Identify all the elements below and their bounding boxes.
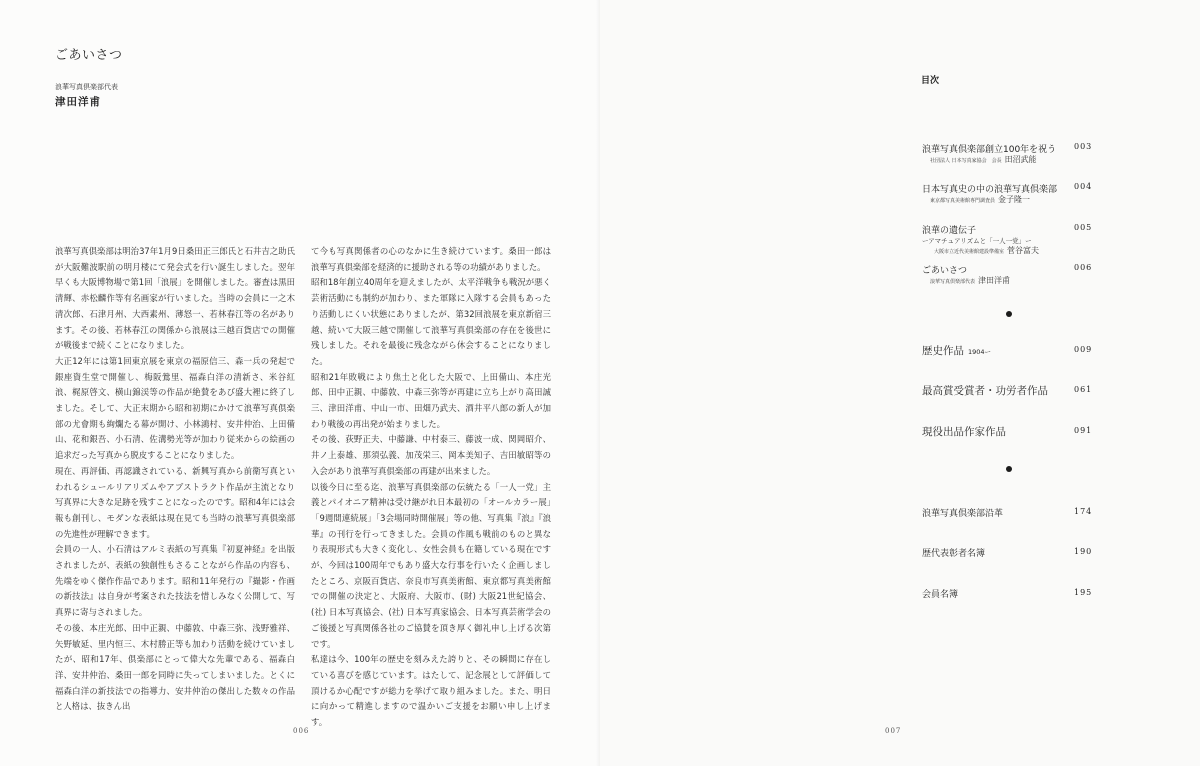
toc-page-number: 195 [1074,588,1093,597]
page-number-right: 007 [885,727,902,735]
toc-page-number: 174 [1074,507,1093,516]
toc-entry-title: 浪華の遺伝子 [922,226,977,236]
paragraph: 私達は今、100年の歴史を刻みえた誇りと、その瞬間に存在している喜びを感じています。はたして、記念展として評価して頂けるか心配ですが総力を挙げて取り組みました。また、明日に向かって精進しますので温かいご支援をお願い申し上げます。 [311,654,551,728]
toc-section-title: 歴史作品 [922,345,964,357]
toc-appendix-entry[interactable]: 浪華写真倶楽部沿革 [922,509,1004,519]
toc-entry[interactable] [922,263,1068,287]
toc-entry-subtitle: ーアマチュアリズムと「一人一党」ー [922,237,1032,245]
paragraph: 浪華写真倶楽部は明治37年1月9日桑田正三郎氏と石井吉之助氏が大阪難波駅前の明月楼にて発会式を行い誕生しました。翌年早くも大阪博物場で第1回「浪展」を開催しました。審査は黒田清輝、赤松麟作等有名画家が行いました。当時の会員に一之木清次郎、石津月州、大西素州、薄怒一、若林春江等の名があります。その後、若林春江の関係から浪展は三越百貨店での開催が戦後まで続くことになりました。 [55,246,295,351]
paragraph: 現在、再評価、再認識されている、新興写真から前衛写真といわれるシュールリアリズムやアブストラクト作品が主流となり写真界に大きな足跡を残すことになったのです。昭和4年には会報も創刊し、モダンな表紙は現在見ても当時の浪華写真倶楽部の先進性が理解できます。 [55,465,295,539]
toc-section-suffix: 1904ー [968,348,992,356]
toc-entry[interactable] [922,142,1068,166]
toc-page-number: 091 [1074,426,1093,435]
toc-entry[interactable] [922,223,1068,257]
toc-page-number: 190 [1074,547,1093,556]
toc-appendix-entry[interactable]: 会員名簿 [922,590,959,600]
toc-title: 目次 [921,76,940,86]
paragraph: その後、荻野正夫、中藤謙、中村泰三、藤波一成、関岡昭介、井ノ上泰雄、那須弘義、加茂栄三、岡本美知子、吉田敏昭等の入会があり浪華写真倶楽部の再建が出来ました。 [311,434,551,476]
toc-page-number: 003 [1074,142,1093,151]
toc-entry-title: ごあいさつ [922,266,968,276]
toc-entry-title: 浪華写真倶楽部創立100年を祝う [922,145,1057,155]
toc-entry-author: 大阪市立近代美術館建設準備室 菅谷富夫 [934,246,1040,255]
toc-section[interactable] [922,343,1072,358]
paragraph: 昭和18年創立40周年を迎えましたが、太平洋戦争も戦況が悪く芸術活動にも制約が加わり、また軍隊に入隊する会員もあったり活動しにくい状態にありましたが、第32回浪展を東京新宿三越、続いて大阪三越で開催して浪華写真倶楽部の存在を後世に残しました。それを最後に残念ながら休会することになりました。 [311,277,551,366]
text-column-2 [311,244,551,731]
toc-section-title: 現役出品作家作品 [922,426,1006,438]
toc-page-number: 061 [1074,385,1093,394]
toc-page-number: 004 [1074,182,1093,191]
toc-entry-author: 社団法人 日本写真家協会 会長 田沼武能 [930,155,1037,164]
author-affiliation: 浪華写真倶楽部代表 [55,83,118,91]
paragraph: 昭和21年敗戦により焦土と化した大阪で、上田備山、本庄光郎、田中正親、中藤敦、中森三弥等が再建に立ち上がり高田誠三、津田洋甫、中山一市、田畑乃武夫、酒井平八郎の新人が加わり戦後の再出発が始まりました。 [311,371,551,429]
bullet-separator [1006,466,1012,472]
toc-entry-title: 日本写真史の中の浪華写真倶楽部 [922,185,1058,195]
page-title: ごあいさつ [55,48,123,63]
paragraph: て今も写真関係者の心のなかに生き続けています。桑田一郎は浪華写真倶楽部を経済的に援助される等の功績がありました。 [311,246,551,272]
toc-section[interactable] [922,383,1072,398]
author-name: 津田洋甫 [55,96,101,108]
toc-entry-author: 東京都写真美術館専門調査員 金子隆一 [930,195,1031,204]
paragraph: 会員の一人、小石清はアルミ表紙の写真集『初夏神経』を出版されましたが、表紙の独創性もさることながら作品の内容も、先端をゆく傑作作品であります。昭和11年発行の『撮影・作画の新技法』は自身が考案された技法を惜しみなく公開して、写真界に寄与されました。 [55,544,295,618]
right-page [600,0,1200,766]
text-column-1 [55,244,295,715]
toc-page-number: 005 [1074,223,1093,232]
toc-section-title: 最高賞受賞者・功労者作品 [922,385,1048,397]
toc-section[interactable] [922,424,1072,439]
page-number-left: 006 [293,727,310,735]
paragraph: 大正12年には第1回東京展を東京の福原信三、森一兵の発起で銀座資生堂で開催し、梅阪鶯里、福森白洋の清新さ、米谷紅浪、梶原啓文、横山錦渓等の作品が絶賛をあび盛大裡に終了しました。そして、大正末期から昭和初期にかけて浪華写真倶楽部の尤會期も絢爛たる幕が開け、小林鴻村、安井仲治、上田備山、花和銀吾、小石清、佐溝勢光等が加わり従来からの絵画の追求だった写真から脱皮することになりました。 [55,355,295,461]
paragraph: 以後今日に至る迄、浪華写真倶楽部の伝統たる「一人一党」主義とパイオニア精神は受け継がれ日本最初の「オールカラー展」「9週間連続展」「3会場同時開催展」等の他、写真集『浪』『浪華』の刊行を行ってきました。会員の作風も戦前のものと異なり表現形式も大きく変化し、女性会員も在籍している現在ですが、今回は100周年でもあり盛大な行事を行いたく企画しましたところ、京阪百貨店、奈良市写真美術館、東京都写真美術館での開催の決定と、大阪府、大阪市、(財) 大阪21世紀協会、(社) 日本写真協会、(社) 日本写真家協会、日本写真芸術学会のご後援と写真関係各社のご協賛を頂き厚く御礼申し上げる次第です。 [311,481,551,649]
paragraph: その後、本庄光郎、田中正親、中藤敦、中森三弥、浅野雅祥、矢野敏延、里内恒三、木村勝正等も加わり活動を続けていましたが、昭和17年、倶楽部にとって偉大な先輩である、福森白洋、安井仲治、桑田一郎を同時に失ってしまいました。とくに福森白洋の新技法での指導力、安井仲治の傑出した数々の作品と人格は、抜きん出 [55,622,295,712]
toc-page-number: 006 [1074,263,1093,272]
toc-entry-author: 浪華写真倶楽部代表 津田洋甫 [930,276,1011,285]
toc-entry[interactable] [922,182,1068,206]
toc-appendix-entry[interactable]: 歴代表彰者名簿 [922,549,986,559]
bullet-separator [1006,311,1012,317]
toc-page-number: 009 [1074,345,1093,354]
